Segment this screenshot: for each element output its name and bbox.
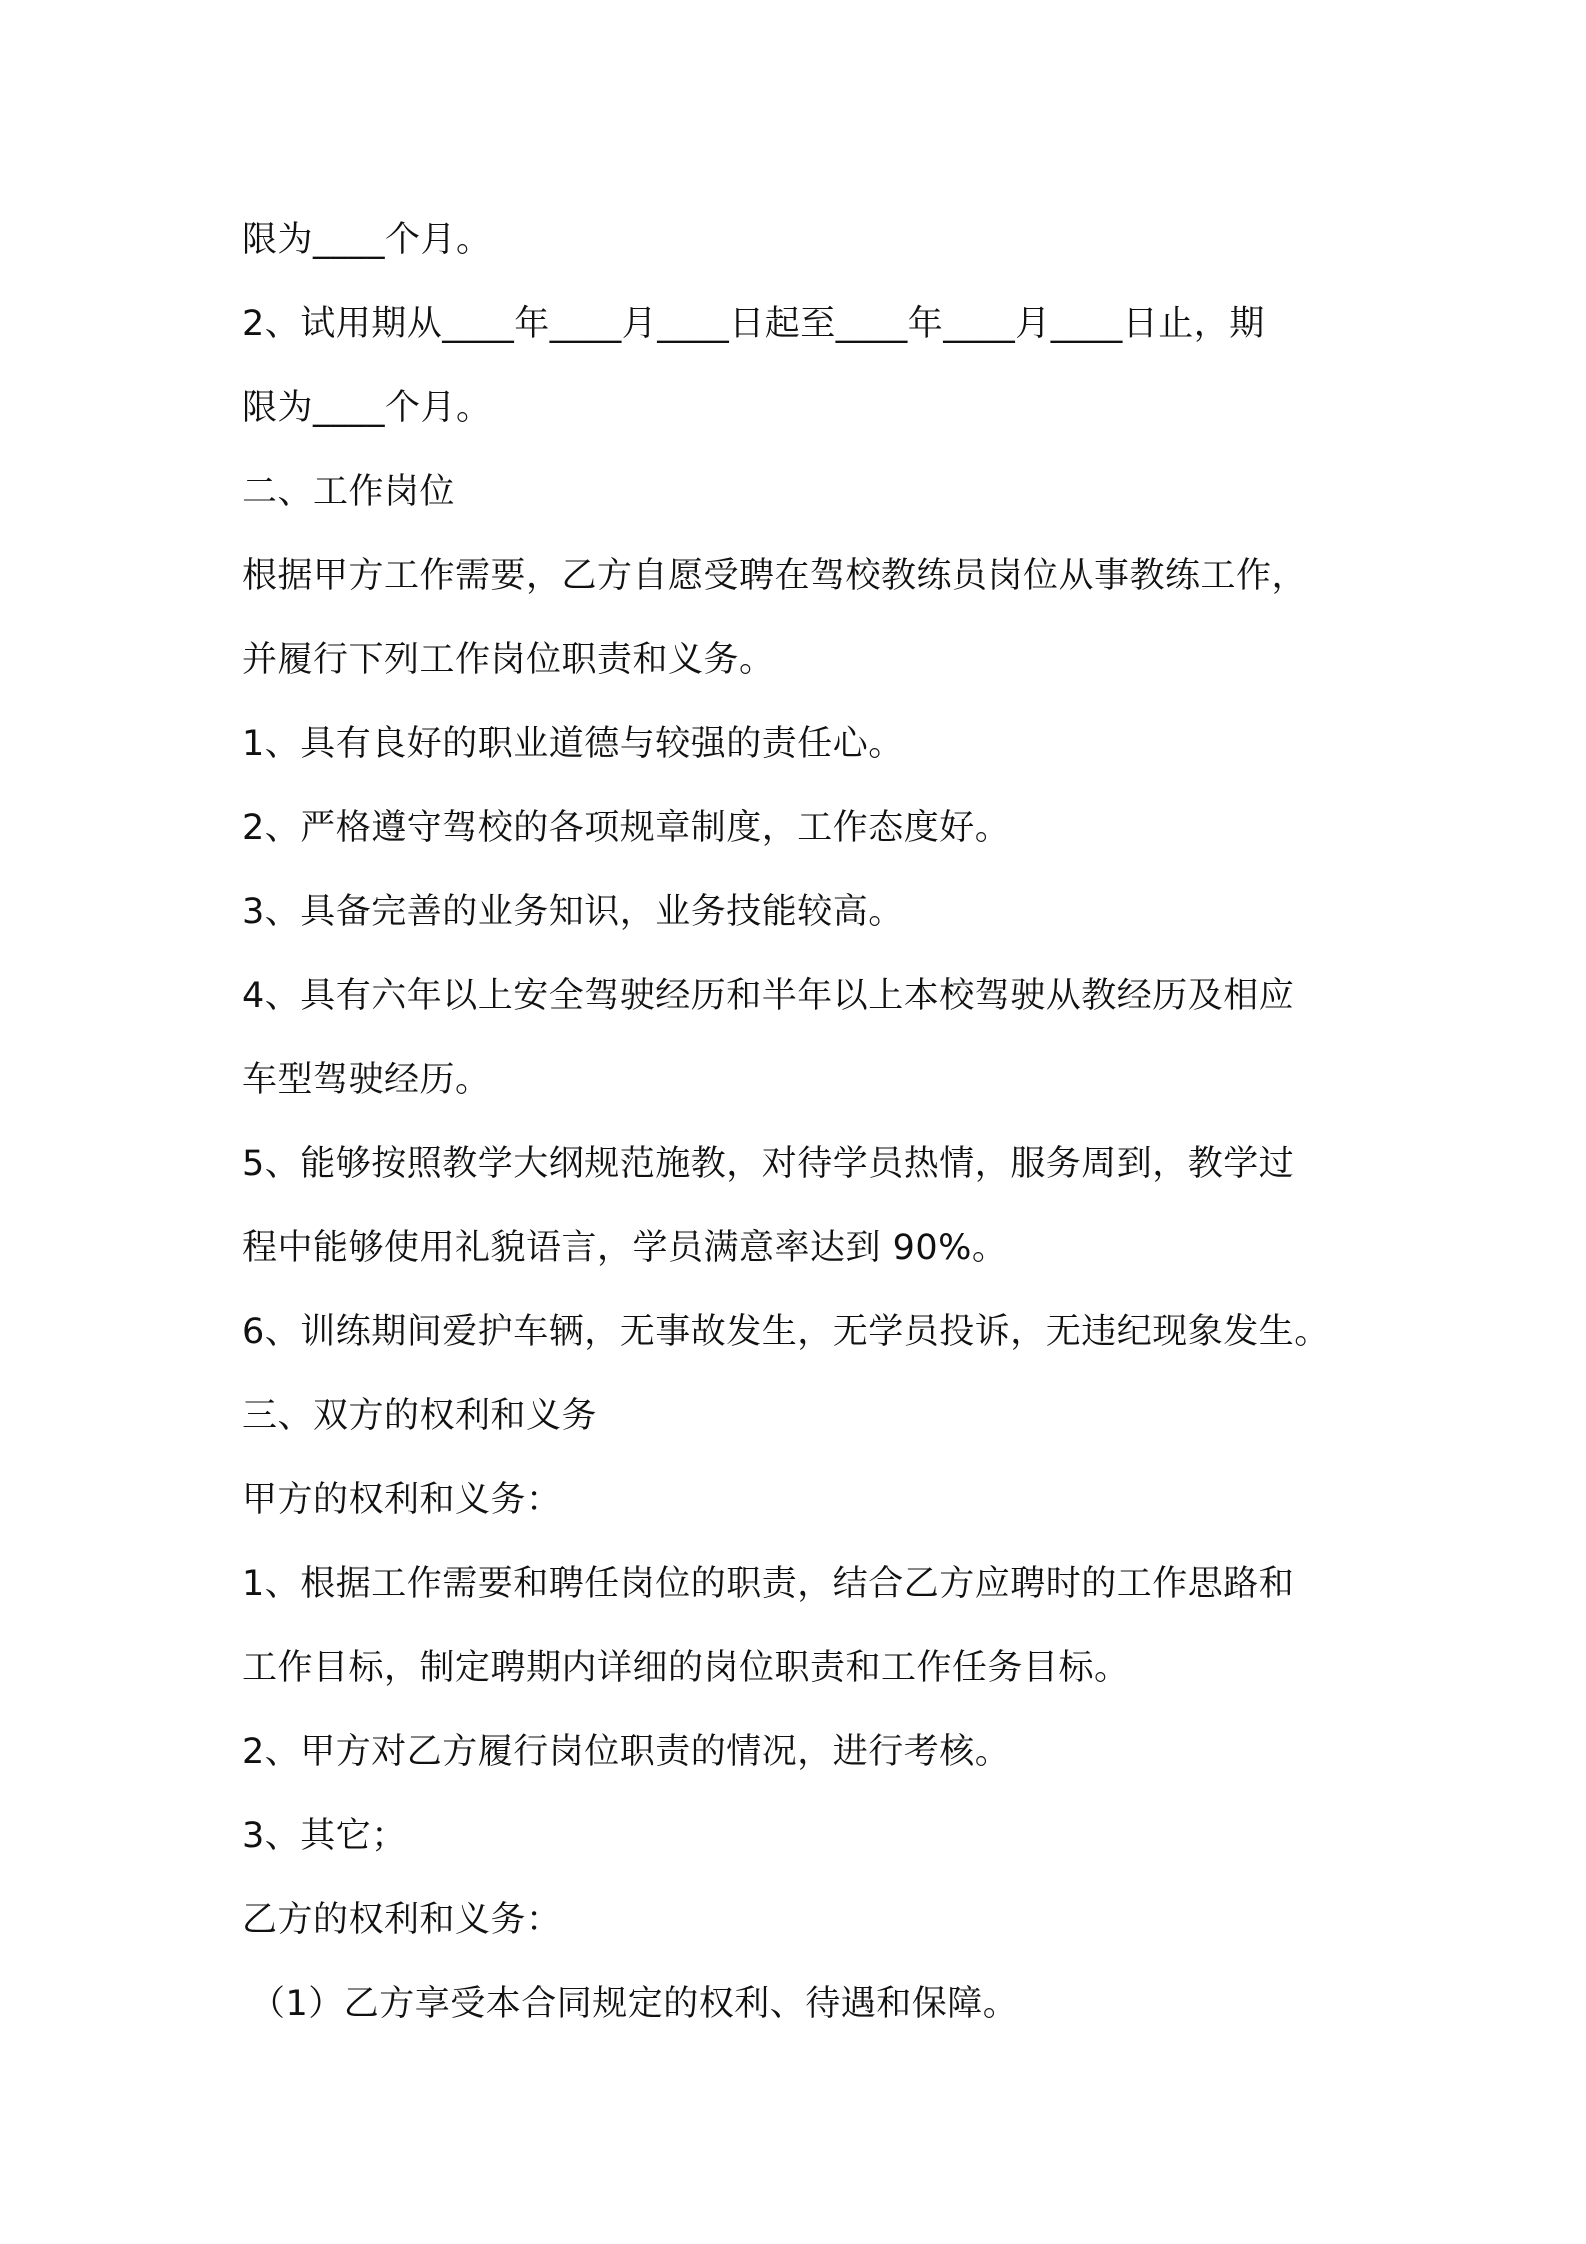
text-line-trial-term: 限为____个月。 <box>242 388 492 428</box>
list-item-duty-3: 3、具备完善的业务知识，业务技能较高。 <box>242 892 904 932</box>
subheading-party-b: 乙方的权利和义务： <box>242 1900 562 1940</box>
text-line-trial-period: 2、试用期从____年____月____日起至____年____月____日止，期 <box>242 304 1265 344</box>
list-item-party-a-1-cont: 工作目标，制定聘期内详细的岗位职责和工作任务目标。 <box>242 1648 1130 1688</box>
list-item-party-a-1: 1、根据工作需要和聘任岗位的职责，结合乙方应聘时的工作思路和 <box>242 1564 1295 1604</box>
section-heading-rights-obligations: 三、双方的权利和义务 <box>242 1396 598 1436</box>
list-item-duty-6: 6、训练期间爱护车辆，无事故发生，无学员投诉，无违纪现象发生。 <box>242 1312 1330 1352</box>
list-item-duty-5-cont: 程中能够使用礼貌语言，学员满意率达到 90%。 <box>242 1228 1008 1268</box>
list-item-party-a-2: 2、甲方对乙方履行岗位职责的情况，进行考核。 <box>242 1732 1011 1772</box>
list-item-duty-4: 4、具有六年以上安全驾驶经历和半年以上本校驾驶从教经历及相应 <box>242 976 1295 1016</box>
list-item-duty-1: 1、具有良好的职业道德与较强的责任心。 <box>242 724 904 764</box>
list-item-duty-4-cont: 车型驾驶经历。 <box>242 1060 491 1100</box>
list-item-party-a-3: 3、其它； <box>242 1816 407 1856</box>
list-item-duty-2: 2、严格遵守驾校的各项规章制度，工作态度好。 <box>242 808 1011 848</box>
text-line-probation-term-end: 限为____个月。 <box>242 220 492 260</box>
text-line-position-intro-cont: 并履行下列工作岗位职责和义务。 <box>242 640 775 680</box>
list-item-party-b-1: （1）乙方享受本合同规定的权利、待遇和保障。 <box>250 1984 1019 2024</box>
subheading-party-a: 甲方的权利和义务： <box>242 1480 562 1520</box>
document-body <box>242 198 1392 2046</box>
list-item-duty-5: 5、能够按照教学大纲规范施教，对待学员热情，服务周到，教学过 <box>242 1144 1295 1184</box>
text-line-position-intro: 根据甲方工作需要，乙方自愿受聘在驾校教练员岗位从事教练工作， <box>242 556 1308 596</box>
section-heading-work-position: 二、工作岗位 <box>242 472 456 512</box>
